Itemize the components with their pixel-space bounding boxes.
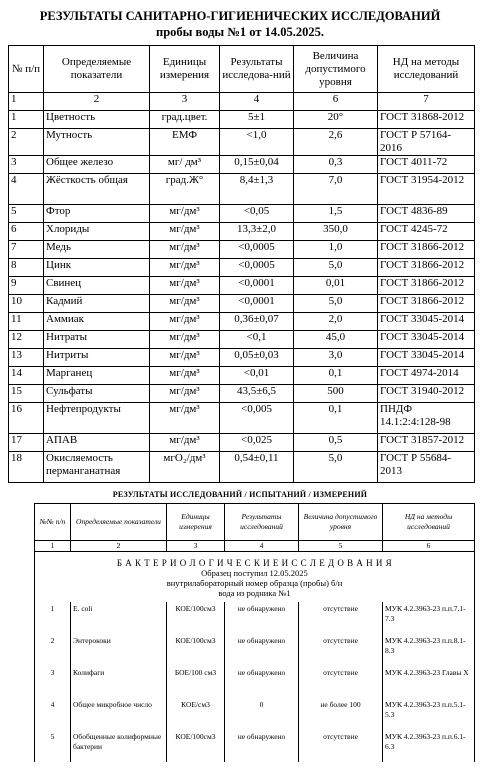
table-cell: 20° [294,111,378,129]
table-cell: Жёсткость общая [44,174,150,205]
table-cell: не обнаружено [225,602,299,634]
table-row [9,277,475,295]
table-cell: мг/дм³ [150,367,220,385]
column-number: 6 [383,541,475,552]
table-cell: 2,0 [294,313,378,331]
table-cell: 0,05±0,03 [220,349,294,367]
table-cell: не обнаружено [225,634,299,666]
table-cell: <0,0005 [220,259,294,277]
table-cell: Общее микробное число [71,698,167,730]
table-cell: 43,5±6,5 [220,385,294,403]
table-cell: ГОСТ 31866-2012 [378,295,475,313]
table-cell: ЕМФ [150,129,220,156]
column-number-row [9,93,475,111]
table-cell: мг/дм³ [150,277,220,295]
table-cell: не обнаружено [225,730,299,762]
table-cell: отсутствие [299,666,383,698]
table-cell: ГОСТ 31954-2012 [378,174,475,205]
section-info-row [35,552,475,603]
column-number: 4 [225,541,299,552]
table-cell: БОЕ/100 см3 [167,666,225,698]
table-cell: 1,5 [294,205,378,223]
table-cell: Цинк [44,259,150,277]
table-row [9,403,475,434]
table-cell: <0,0001 [220,277,294,295]
table-cell: Нефтепродукты [44,403,150,434]
column-header: Определяемые показатели [71,504,167,541]
table-cell: град.Ж° [150,174,220,205]
table-cell: <0,05 [220,205,294,223]
table-row [9,434,475,452]
table-cell: 18 [9,452,44,483]
table-cell: 5 [35,730,71,762]
table-cell: 4 [9,174,44,205]
table-cell: 3,0 [294,349,378,367]
table-cell: ГОСТ 4245-72 [378,223,475,241]
table-cell: 1,0 [294,241,378,259]
bacteriology-results-table [34,503,475,762]
table-cell: Медь [44,241,150,259]
table-row [9,223,475,241]
column-header: Результаты исследований [225,504,299,541]
table-cell: 350,0 [294,223,378,241]
column-header: НД на методы исследований [383,504,475,541]
column-number: 5 [299,541,383,552]
table-cell: 10 [9,295,44,313]
table-cell: Фтор [44,205,150,223]
column-header: НД на методы исследований [378,46,475,93]
table-cell: 45,0 [294,331,378,349]
table-cell: 0,54±0,11 [220,452,294,483]
table-cell: 15 [9,385,44,403]
table-cell: ГОСТ 4011-72 [378,156,475,174]
table-cell: 8 [9,259,44,277]
table-cell: 0,5 [294,434,378,452]
table-cell: 2 [35,634,71,666]
table-cell: мг/дм³ [150,223,220,241]
table-cell: Мутность [44,129,150,156]
table-cell: Марганец [44,367,150,385]
table-row [9,259,475,277]
sanitary-results-table [8,45,475,483]
table-cell: ГОСТ 33045-2014 [378,349,475,367]
table-cell: отсутствие [299,634,383,666]
table-cell: МУК 4.2.3963-23 п.п.5.1-5.3 [383,698,475,730]
column-header: Величина допустимого уровня [299,504,383,541]
column-number: 7 [378,93,475,111]
column-number: 4 [220,93,294,111]
table-cell: 2,6 [294,129,378,156]
column-header: Единицы измерения [150,46,220,93]
column-number: 2 [71,541,167,552]
table-cell: ГОСТ 31940-2012 [378,385,475,403]
table-cell: отсутствие [299,602,383,634]
table-row [35,634,475,666]
table-cell: ГОСТ Р 57164-2016 [378,129,475,156]
table-cell: МУК 4.2.3963-23 Главы Х [383,666,475,698]
table-cell: <0,005 [220,403,294,434]
column-number: 3 [150,93,220,111]
table-cell: Свинец [44,277,150,295]
table-cell: 5,0 [294,452,378,483]
table-cell: ГОСТ 33045-2014 [378,313,475,331]
table-cell: 0,1 [294,367,378,385]
table-cell: мг/ дм³ [150,156,220,174]
table-cell: 0,15±0,04 [220,156,294,174]
table-cell: 12 [9,331,44,349]
table-cell: 5,0 [294,295,378,313]
table-row [9,156,475,174]
column-number: 6 [294,93,378,111]
table-cell: Кадмий [44,295,150,313]
table-cell: МУК 4.2.3963-23 п.п.6.1-6.3 [383,730,475,762]
table-cell: 9 [9,277,44,295]
table-row [9,241,475,259]
table-cell: 3 [9,156,44,174]
table-cell: МУК 4.2.3963-23 п.п.7.1-7.3 [383,602,475,634]
table-cell: 13 [9,349,44,367]
column-number: 2 [44,93,150,111]
table-cell: мг/дм³ [150,331,220,349]
table-cell: <0,025 [220,434,294,452]
table-cell: 16 [9,403,44,434]
lab-number: внутрилабораторный номер образца (пробы) б/н [166,578,343,588]
table-header-row [35,504,475,541]
table-cell: 14 [9,367,44,385]
table-cell: 8,4±1,3 [220,174,294,205]
table-cell: Сульфаты [44,385,150,403]
table-cell: мг/дм³ [150,295,220,313]
report-title: РЕЗУЛЬТАТЫ САНИТАРНО-ГИГИЕНИЧЕСКИХ ИССЛЕДОВАНИЙ [39,9,441,23]
table-row [9,349,475,367]
column-header: Определяемые показатели [44,46,150,93]
sample-source: вода из родника №1 [218,588,291,598]
table-cell: 500 [294,385,378,403]
table-cell: 0,3 [294,156,378,174]
table-cell: мг/дм³ [150,385,220,403]
table-cell: 1 [9,111,44,129]
table-row [9,295,475,313]
table-cell: ГОСТ Р 55684-2013 [378,452,475,483]
table-cell: мг/дм³ [150,241,220,259]
table-cell: Нитриты [44,349,150,367]
table-row [35,602,475,634]
results-section-title: РЕЗУЛЬТАТЫ ИССЛЕДОВАНИЙ / ИСПЫТАНИЙ / ИЗМЕРЕНИЙ [112,490,368,499]
table-cell: <0,0001 [220,295,294,313]
table-cell: ГОСТ 31866-2012 [378,277,475,295]
column-number-row [35,541,475,552]
table-cell: ГОСТ 31857-2012 [378,434,475,452]
table-row [9,367,475,385]
table-cell: 7 [9,241,44,259]
table-cell: ГОСТ 31866-2012 [378,259,475,277]
column-header: № п/п [9,46,44,93]
table-cell: 5,0 [294,259,378,277]
table-cell: 0,1 [294,403,378,434]
table-cell: 0,36±0,07 [220,313,294,331]
table-cell: Колифаги [71,666,167,698]
column-header: Единицы измерения [167,504,225,541]
table-cell: КОЕ/см3 [167,698,225,730]
report-subtitle: пробы воды №1 от 14.05.2025. [156,25,324,39]
table-row [9,205,475,223]
table-row [9,331,475,349]
table-header-row [9,46,475,93]
table-cell: КОЕ/100см3 [167,730,225,762]
column-number: 3 [167,541,225,552]
table-cell: ГОСТ 4974-2014 [378,367,475,385]
table-cell: 3 [35,666,71,698]
column-number: 1 [9,93,44,111]
section-title: Б А К Т Е Р И О Л О Г И Ч Е С К И Е И С С Л Е Д О В А Н И Я [116,558,393,568]
table-cell: ГОСТ 33045-2014 [378,331,475,349]
table-cell: 11 [9,313,44,331]
column-number: 1 [35,541,71,552]
sample-received-date: Образец поступил 12.05.2025 [201,568,308,578]
table-cell: 7,0 [294,174,378,205]
table-cell: КОЕ/100см3 [167,602,225,634]
table-cell: <1,0 [220,129,294,156]
column-header: №№ п/п [35,504,71,541]
table-cell: Нитраты [44,331,150,349]
table-cell: 4 [35,698,71,730]
table-cell: 6 [9,223,44,241]
table-cell: ГОСТ 31866-2012 [378,241,475,259]
table-row [9,174,475,205]
table-row [9,385,475,403]
table-row [9,129,475,156]
table-cell: КОЕ/100см3 [167,634,225,666]
table-row [9,452,475,483]
table-cell: Энтерококи [71,634,167,666]
table-cell: мг/дм³ [150,313,220,331]
table-cell: Аммиак [44,313,150,331]
table-cell: не более 100 [299,698,383,730]
table-cell: град.цвет. [150,111,220,129]
table-cell: <0,01 [220,367,294,385]
table-cell: Цветность [44,111,150,129]
table-cell: 5±1 [220,111,294,129]
table-cell: отсутствие [299,730,383,762]
table-cell: 1 [35,602,71,634]
table-cell: 13,3±2,0 [220,223,294,241]
table-cell: <0,0005 [220,241,294,259]
table-row [9,313,475,331]
table-cell: мг/дм³ [150,434,220,452]
table-row [35,730,475,762]
table-cell: мг/дм³ [150,259,220,277]
column-header: Результаты исследова-ний [220,46,294,93]
table-cell: АПАВ [44,434,150,452]
table-cell: МУК 4.2.3963-23 п.п.8.1-8.3 [383,634,475,666]
table-cell: ГОСТ 4836-89 [378,205,475,223]
table-cell: мг/дм³ [150,403,220,434]
table-cell: мгО₂/дм³ [150,452,220,483]
table-cell: 5 [9,205,44,223]
table-row [35,698,475,730]
table-cell: Обобщенные колиформные бактерии [71,730,167,762]
table-cell: 2 [9,129,44,156]
column-header: Величина допустимого уровня [294,46,378,93]
table-cell: 0 [225,698,299,730]
table-cell: 0,01 [294,277,378,295]
table-cell: ГОСТ 31868-2012 [378,111,475,129]
table-cell: Общее железо [44,156,150,174]
table-cell: 17 [9,434,44,452]
table-cell: мг/дм³ [150,205,220,223]
table-cell: мг/дм³ [150,349,220,367]
table-cell: E. coli [71,602,167,634]
table-cell: Хлориды [44,223,150,241]
table-cell: ПНДФ 14.1:2:4:128-98 [378,403,475,434]
table-cell: не обнаружено [225,666,299,698]
table-cell: <0,1 [220,331,294,349]
table-cell: Окисляемость перманганатная [44,452,150,483]
table-row [9,111,475,129]
table-row [35,666,475,698]
section-info [35,552,475,603]
